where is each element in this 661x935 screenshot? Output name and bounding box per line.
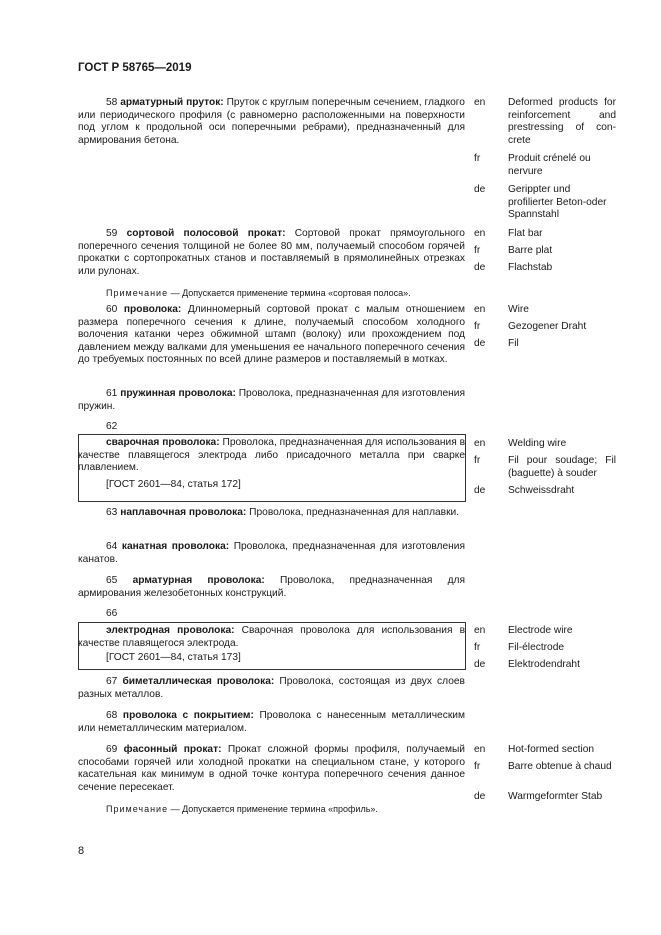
entry-number: 65 bbox=[106, 575, 118, 586]
entry-61 bbox=[78, 388, 465, 413]
translation-fr: Fil-électrode bbox=[508, 642, 565, 653]
entry-definition: Проволока, предназначенная для использования в качестве плавящегося электрода либо присадочного металла при сварке плавлением. bbox=[78, 437, 465, 473]
lang-de: de bbox=[474, 659, 486, 670]
entry-66-source: [ГОСТ 2601—84, статья 173] bbox=[106, 652, 241, 663]
entry-term: наплавочная проволока: bbox=[120, 507, 247, 518]
entry-63 bbox=[78, 507, 465, 520]
entry-term: пружинная проволока: bbox=[120, 388, 236, 399]
lang-en: en bbox=[474, 438, 486, 449]
note-text: — Допускается применение термина «сортовая полоса». bbox=[170, 288, 411, 298]
translation-fr: Barre plat bbox=[508, 245, 553, 256]
translation-fr: Produit crénelé ou nervure bbox=[508, 153, 591, 177]
entry-definition: Проволока, предназначенная для наплавки. bbox=[249, 507, 460, 518]
lang-fr: fr bbox=[474, 642, 481, 653]
entry-term: биметаллическая проволока: bbox=[122, 676, 275, 687]
lang-en: en bbox=[474, 97, 486, 108]
entry-term: арматурная проволока: bbox=[132, 575, 265, 586]
entry-62 bbox=[78, 437, 465, 475]
entry-69 bbox=[78, 744, 465, 794]
entry-60 bbox=[78, 304, 465, 367]
lang-fr: fr bbox=[474, 761, 481, 772]
translation-en: Wire bbox=[508, 304, 529, 315]
entry-term: сварочная проволока: bbox=[106, 437, 220, 448]
entry-65 bbox=[78, 575, 465, 600]
entry-number: 60 bbox=[106, 304, 118, 315]
translation-de: Flachstab bbox=[508, 262, 553, 273]
entry-definition: Проволока с нанесенным металлическим или неметаллическим материалом. bbox=[78, 710, 465, 734]
lang-fr: fr bbox=[474, 153, 481, 164]
entry-62-number: 62 bbox=[106, 421, 118, 432]
entry-definition: Проволока, предназначенная для изготовления пружин. bbox=[78, 388, 465, 412]
translation-fr: Gezogener Draht bbox=[508, 321, 587, 332]
entry-term: проволока с покрытием: bbox=[122, 710, 254, 721]
translation-de: Elektrodendraht bbox=[508, 659, 580, 670]
entry-term: канатная проволока: bbox=[121, 541, 230, 552]
lang-de: de bbox=[474, 485, 486, 496]
note-label: Примечание bbox=[106, 288, 169, 298]
entry-term: фасонный прокат: bbox=[123, 744, 222, 755]
note-59 bbox=[78, 287, 465, 300]
note-label: Примечание bbox=[106, 804, 169, 814]
translation-en: Welding wire bbox=[508, 438, 567, 449]
entry-number: 69 bbox=[106, 744, 118, 755]
lang-de: de bbox=[474, 791, 486, 802]
entry-66 bbox=[78, 625, 465, 650]
entry-67 bbox=[78, 676, 465, 701]
translation-de: Schweissdraht bbox=[508, 485, 575, 496]
translation-en: Electrode wire bbox=[508, 625, 573, 636]
translation-en: Flat bar bbox=[508, 228, 543, 239]
lang-en: en bbox=[474, 304, 486, 315]
entry-number: 59 bbox=[106, 228, 118, 239]
entry-59 bbox=[78, 228, 465, 278]
entry-number: 68 bbox=[106, 710, 118, 721]
entry-number: 64 bbox=[106, 541, 118, 552]
entry-definition: Проволока, предназначенная для армирования железобетонных конструкций. bbox=[78, 575, 465, 599]
entry-definition: Пруток с круглым поперечным сечением, гладкого или периодического профиля (с равномерно расположенными на поверхности под углом к продольной оси поперечными ребрами), предназначенный для армирования бетона. bbox=[78, 97, 465, 146]
translation-en: Deformed products for reinforcement and prestressing of con-crete bbox=[508, 97, 616, 146]
entry-68 bbox=[78, 710, 465, 735]
lang-fr: fr bbox=[474, 455, 481, 466]
translation-en: Hot-formed section bbox=[508, 744, 595, 755]
entry-definition: Сортовой прокат прямоугольного поперечного сечения толщиной не более 80 мм, получаемый способом горячей прокатки с сортопрокатных станов и поставляемый в прямолинейных отрезках или рулонах. bbox=[78, 228, 465, 277]
translation-de: Gerippter und profilierter Beton-oder Spannstahl bbox=[508, 184, 607, 220]
note-text: — Допускается применение термина «профиль». bbox=[170, 804, 378, 814]
lang-en: en bbox=[474, 625, 486, 636]
lang-fr: fr bbox=[474, 245, 481, 256]
lang-de: de bbox=[474, 262, 486, 273]
entry-term: арматурный пруток: bbox=[120, 97, 224, 108]
page-number: 8 bbox=[78, 845, 85, 857]
entry-definition: Длинномерный сортовой прокат с малым отношением размера поперечного сечения к длине, получаемый способом холодного волочения катанки через обжимной штамп (волоку) или прохождением под давлением между валками для уменьшения ее начального поперечного сечения до требуемых постоянных по всей длине размеров и поставляемый в мотках. bbox=[78, 304, 465, 365]
entry-definition: Прокат сложной формы профиля, получаемый способами горячей или холодной прокатки на специальном стане, у которого касательная как минимум в одной точке контура поперечного сечения данное сечение пересекает. bbox=[78, 744, 465, 793]
entry-term: сортовой полосовой прокат: bbox=[126, 228, 286, 239]
page-header: ГОСТ Р 58765—2019 bbox=[78, 62, 192, 74]
lang-fr: fr bbox=[474, 321, 481, 332]
translation-de: Warmgeformter Stab bbox=[508, 791, 603, 802]
entry-definition: Проволока, состоящая из двух слоев разных металлов. bbox=[78, 676, 465, 700]
entry-64 bbox=[78, 541, 465, 566]
lang-en: en bbox=[474, 228, 486, 239]
entry-number: 61 bbox=[106, 388, 118, 399]
translation-fr: Barre obtenue à chaud bbox=[508, 761, 612, 772]
lang-de: de bbox=[474, 184, 486, 195]
note-69 bbox=[78, 803, 465, 816]
entry-definition: Проволока, предназначенная для изготовления канатов. bbox=[78, 541, 465, 565]
lang-de: de bbox=[474, 338, 486, 349]
entry-term: проволока: bbox=[123, 304, 182, 315]
entry-definition: Сварочная проволока для использования в качестве плавящегося электрода. bbox=[78, 625, 465, 649]
translation-de: Fil bbox=[508, 338, 519, 349]
entry-number: 63 bbox=[106, 507, 118, 518]
entry-number: 58 bbox=[106, 97, 118, 108]
entry-66-number: 66 bbox=[106, 608, 118, 619]
lang-en: en bbox=[474, 744, 486, 755]
entry-number: 67 bbox=[106, 676, 118, 687]
entry-62-source: [ГОСТ 2601—84, статья 172] bbox=[106, 479, 241, 490]
translation-fr: Fil pour soudage; Fil (baguette) à souder bbox=[508, 455, 616, 479]
entry-term: электродная проволока: bbox=[106, 625, 235, 636]
entry-58 bbox=[78, 97, 465, 147]
